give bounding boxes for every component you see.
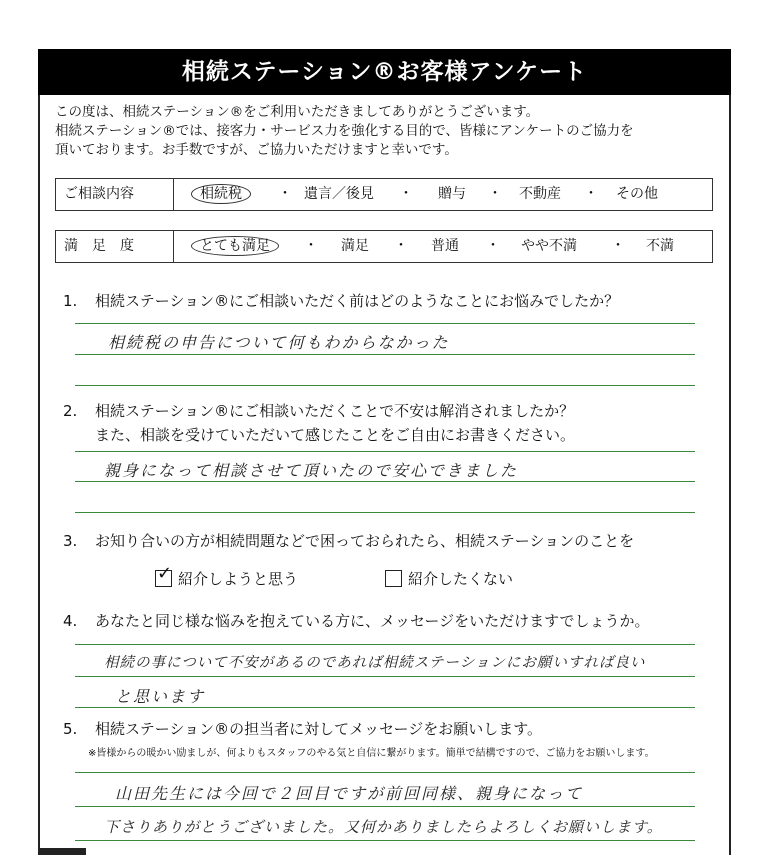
intro-line: 相続ステーション®では、接客力・サービス力を強化する目的で、皆様にアンケートのご協力を <box>55 123 634 139</box>
satisfaction-option[interactable] <box>191 231 279 261</box>
separator: ・ <box>278 186 292 202</box>
question-text: 相続ステーション®の担当者に対してメッセージをお願いします。 <box>95 720 543 738</box>
satisfaction-box <box>55 230 713 263</box>
answer-line <box>75 772 695 773</box>
footer-bar <box>38 848 86 855</box>
satisfaction-option[interactable]: 普通 <box>431 238 459 254</box>
refer-yes-option[interactable] <box>155 563 299 589</box>
option-label: 紹介しようと思う <box>178 570 299 588</box>
satisfaction-option[interactable]: 不満 <box>646 238 674 254</box>
consultation-option[interactable]: 贈与 <box>438 186 466 202</box>
separator: ・ <box>394 238 408 254</box>
intro-text <box>55 103 725 160</box>
handwritten-answer: 相続の事について不安があるのであれば相続ステーションにお願いすれば良い <box>104 655 646 671</box>
checkbox[interactable] <box>385 570 402 587</box>
intro-line: この度は、相続ステーション®をご利用いただきましてありがとうございます。 <box>55 104 540 120</box>
question-text: 相続ステーション®にご相談いただくことで不安は解消されましたか？ <box>95 402 575 420</box>
question-number: 1. <box>63 292 78 310</box>
separator: ・ <box>611 238 625 254</box>
separator: ・ <box>399 186 413 202</box>
question-5 <box>63 718 542 739</box>
consultation-option[interactable]: 遺言／後見 <box>304 186 374 202</box>
handwritten-answer: 親身になって相談させて頂いたので安心できました <box>104 461 519 480</box>
answer-line <box>75 676 695 677</box>
check-icon: ✓ <box>157 563 173 584</box>
selected-circle: とても満足 <box>191 236 279 256</box>
answer-line <box>75 451 695 452</box>
question-5-note: ※皆様からの暖かい励ましが、何よりもスタッフのやる気と自信に繋がります。簡単で結構ですので、ご協力をお願いします。 <box>88 748 655 759</box>
question-number: 5. <box>63 720 78 738</box>
consultation-label: ご相談内容 <box>56 179 174 210</box>
satisfaction-label: 満 足 度 <box>56 231 174 262</box>
answer-line <box>75 323 695 324</box>
question-1 <box>63 290 619 311</box>
handwritten-answer: 山田先生には今回で２回目ですが前回同様、親身になって <box>115 784 584 803</box>
checkbox-checked[interactable] <box>155 563 173 587</box>
answer-line <box>75 707 695 708</box>
separator: ・ <box>486 238 500 254</box>
question-number: 4. <box>63 612 78 630</box>
survey-title: 相続ステーション®お客様アンケート <box>38 49 731 95</box>
intro-line: 頂いております。お手数ですが、ご協力いただけますと幸いです。 <box>55 142 458 158</box>
question-2-subtext: また、相談を受けていただいて感じたことをご自由にお書きください。 <box>95 426 576 444</box>
answer-line <box>75 354 695 355</box>
question-2 <box>63 400 574 421</box>
question-4 <box>63 610 650 631</box>
answer-line <box>75 806 695 807</box>
question-text: あなたと同じ様な悩みを抱えている方に、メッセージをいただけますでしょうか。 <box>95 612 650 630</box>
handwritten-answer: 相続税の申告について何もわからなかった <box>108 333 450 352</box>
consultation-option[interactable]: その他 <box>616 186 658 202</box>
satisfaction-option[interactable]: 満足 <box>341 238 369 254</box>
selected-circle: 相続税 <box>191 184 251 204</box>
consultation-option[interactable]: 不動産 <box>519 186 561 202</box>
answer-line <box>75 385 695 386</box>
question-text: 相続ステーション®にご相談いただく前はどのようなことにお悩みでしたか？ <box>95 292 620 310</box>
answer-line <box>75 481 695 482</box>
handwritten-answer: 下さりありがとうございました。又何かありましたらよろしくお願いします。 <box>104 818 663 836</box>
handwritten-answer: と思います <box>115 687 206 706</box>
question-3 <box>63 530 634 551</box>
question-text: お知り合いの方が相続問題などで困っておられたら、相続ステーションのことを <box>95 532 635 550</box>
answer-line <box>75 644 695 645</box>
separator: ・ <box>584 186 598 202</box>
satisfaction-option[interactable]: やや不満 <box>521 238 577 254</box>
answer-line <box>75 840 695 841</box>
consultation-box <box>55 178 713 211</box>
answer-line <box>75 512 695 513</box>
question-number: 2. <box>63 402 78 420</box>
option-label: 紹介したくない <box>408 570 514 588</box>
question-number: 3. <box>63 532 78 550</box>
refer-no-option[interactable] <box>385 568 513 589</box>
consultation-option[interactable] <box>191 179 251 209</box>
separator: ・ <box>488 186 502 202</box>
separator: ・ <box>304 238 318 254</box>
